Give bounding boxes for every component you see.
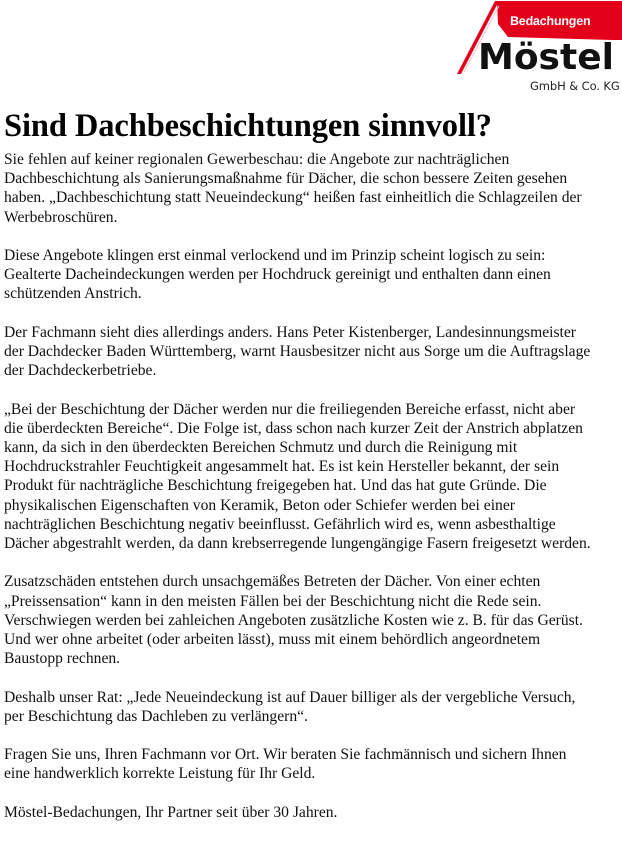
text-line: Baustopp rechnen. (4, 650, 121, 668)
text-line: der Dachdeckerbetriebe. (4, 362, 157, 380)
text-line: haben. „Dachbeschichtung statt Neueindeckung“ heißen fast einheitlich die Schlagzeilen der (4, 189, 582, 207)
text-line: Werbebroschüren. (4, 208, 118, 226)
company-logo (450, 0, 622, 100)
text-line: Sie fehlen auf keiner regionalen Gewerbeschau: die Angebote zur nachträglichen (4, 151, 510, 168)
text-line: Fragen Sie uns, Ihren Fachmann vor Ort. Wir beraten Sie fachmännisch und sichern Ihnen (4, 746, 567, 764)
text-line: Diese Angebote klingen erst einmal verlockend und im Prinzip scheint logisch zu sein: (4, 247, 546, 264)
article-body (4, 150, 618, 841)
paragraph-expert (4, 323, 618, 381)
text-line: Dächer abgestrahlt werden, da dann krebserregende lungengängige Fasern freigesetzt werden. (4, 535, 591, 553)
paragraph-offers (4, 246, 618, 304)
text-line: physikalischen Eigenschaften von Keramik, Beton oder Schiefer werden bei einer (4, 496, 515, 514)
paragraph-signoff (4, 803, 618, 822)
logo-brand-name: Möstel (478, 37, 614, 78)
text-line: „Preissensation“ kann in den meisten Fällen bei der Beschichtung nicht die Rede sein. (4, 592, 542, 610)
text-line: nachträglichen Beschichtung negativ beeinflusst. Gefährlich wird es, wenn asbesthaltige (4, 515, 556, 533)
text-line: Möstel-Bedachungen, Ihr Partner seit über 30 Jahren. (4, 803, 338, 821)
text-line: die überdeckten Bereiche“. Die Folge ist, dass schon nach kurzer Zeit der Anstrich abplatzen (4, 419, 583, 437)
text-line: Deshalb unser Rat: „Jede Neueindeckung ist auf Dauer billiger als der vergebliche Versuch, (4, 688, 576, 706)
text-line: schützenden Anstrich. (4, 285, 142, 303)
text-line: Und wer ohne arbeitet (oder arbeiten lässt), muss mit einem behördlich angeordnetem (4, 631, 541, 649)
page-title: Sind Dachbeschichtungen sinnvoll? (4, 108, 492, 144)
text-line: „Bei der Beschichtung der Dächer werden nur die freiliegenden Bereiche erfasst, nicht aber (4, 400, 576, 418)
logo-tagline: Bedachungen (509, 14, 591, 28)
text-line: kann, da sich in den überdeckten Bereichen Schmutz und durch die Reinigung mit (4, 439, 518, 456)
text-line: Zusatzschäden entstehen durch unsachgemäßes Betreten der Dächer. Von einer echten (4, 573, 541, 591)
text-line: Der Fachmann sieht dies allerdings anders. Hans Peter Kistenberger, Landesinnungsmeister (4, 323, 577, 341)
text-line: Produkt für nachträgliche Beschichtung freigegeben hat. Und das hat gute Gründe. Die (4, 477, 547, 495)
text-line: Hochdruckstrahler Feuchtigkeit angesammelt hat. Es ist kein Hersteller bekannt, der sein (4, 458, 560, 476)
paragraph-quote (4, 400, 618, 554)
text-line: Gealterte Dacheindeckungen werden per Hochdruck gereinigt und enthalten dann einen (4, 266, 551, 284)
text-line: Dachbeschichtung als Sanierungsmaßnahme für Dächer, die schon bessere Zeiten gesehen (4, 170, 568, 188)
text-line: eine handwerklich korrekte Leistung für Ihr Geld. (4, 765, 316, 783)
text-line: per Beschichtung das Dachleben zu verlängern“. (4, 707, 308, 725)
paragraph-advice (4, 688, 618, 726)
text-line: der Dachdecker Baden Württemberg, warnt Hausbesitzer nicht aus Sorge um die Auftragslage (4, 343, 591, 360)
text-line: Verschwiegen werden bei zahleichen Angeboten zusätzliche Kosten wie z. B. für das Gerüst. (4, 611, 583, 629)
logo-legal-form: GmbH & Co. KG (530, 79, 620, 93)
paragraph-damages (4, 572, 618, 668)
paragraph-contact (4, 745, 618, 783)
paragraph-intro (4, 150, 618, 227)
